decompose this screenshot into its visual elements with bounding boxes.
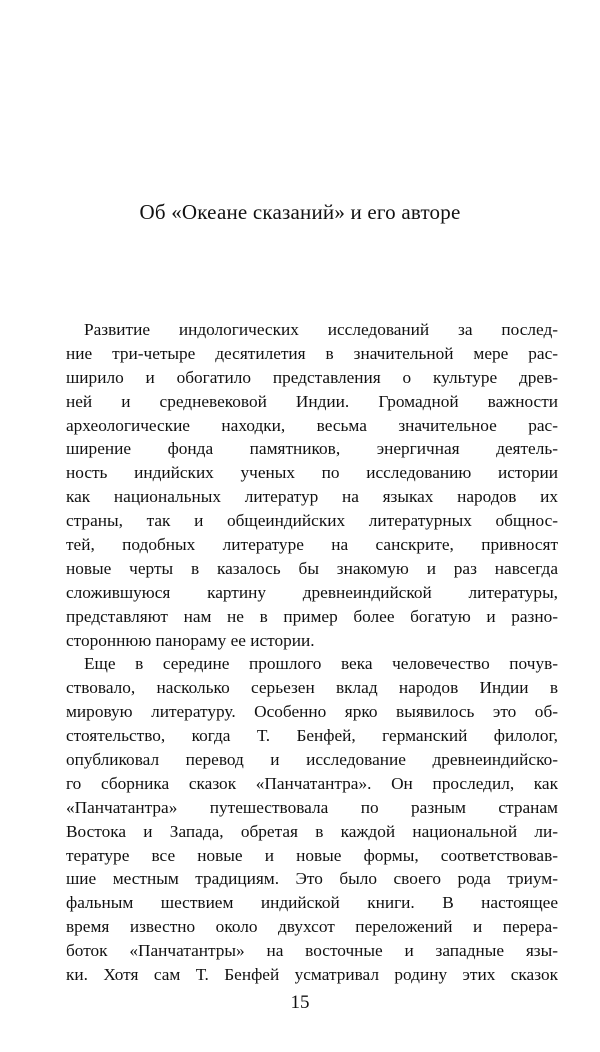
- text-line: время известно около двухсот переложений и перера-: [66, 917, 558, 937]
- text-line: Востока и Запада, обретая в каждой национальной ли-: [66, 821, 558, 841]
- text-line: Еще в середине прошлого века человечество почув-: [84, 654, 558, 674]
- text-line: тературе все новые и новые формы, соответствовав-: [66, 845, 558, 865]
- text-line: го сборника сказок «Панчатантра». Он проследил, как: [66, 773, 558, 793]
- text-line: археологические находки, весьма значительное рас-: [66, 415, 558, 435]
- body-text: [66, 318, 558, 987]
- text-line: мировую литературу. Особенно ярко выявилось это об-: [66, 702, 558, 722]
- text-line: как национальных литератур на языках народов их: [66, 487, 558, 507]
- paragraph-2: [66, 652, 558, 986]
- chapter-title: Об «Океане сказаний» и его авторе: [139, 200, 461, 224]
- text-line: ней и средневековой Индии. Громадной важности: [66, 391, 558, 411]
- text-line: шие местным традициям. Это было своего рода триум-: [66, 869, 558, 889]
- text-line: новые черты в казалось бы знакомую и раз навсегда: [66, 558, 558, 578]
- text-line: боток «Панчатантры» на восточные и западные язы-: [66, 941, 558, 961]
- page-number: 15: [290, 992, 310, 1013]
- text-line: ширение фонда памятников, энергичная деятель-: [66, 439, 558, 459]
- text-line: ствовало, насколько серьезен вклад народов Индии в: [66, 678, 558, 698]
- text-line: сложившуюся картину древнеиндийской литературы,: [66, 582, 558, 602]
- text-line: Развитие индологических исследований за послед-: [84, 320, 558, 339]
- paragraph-1: [66, 318, 558, 652]
- text-line: ширило и обогатило представления о культуре древ-: [66, 367, 558, 387]
- text-line: ние три-четыре десятилетия в значительной мере рас-: [66, 343, 558, 363]
- text-line: ность индийских ученых по исследованию истории: [66, 463, 558, 483]
- text-line: ки. Хотя сам Т. Бенфей усматривал родину этих сказок: [66, 965, 558, 985]
- text-line: тей, подобных литературе на санскрите, привносят: [66, 535, 558, 555]
- text-line: страны, так и общеиндийских литературных общнос-: [66, 511, 558, 531]
- text-line: представляют нам не в пример более богатую и разно-: [66, 606, 558, 626]
- text-line: стороннюю панораму ее истории.: [66, 630, 315, 650]
- text-line: опубликовал перевод и исследование древнеиндийско-: [66, 750, 558, 770]
- text-line: стоятельство, когда Т. Бенфей, германский филолог,: [66, 726, 558, 746]
- text-line: «Панчатантра» путешествовала по разным странам: [66, 797, 558, 817]
- text-line: фальным шествием индийской книги. В настоящее: [66, 893, 558, 913]
